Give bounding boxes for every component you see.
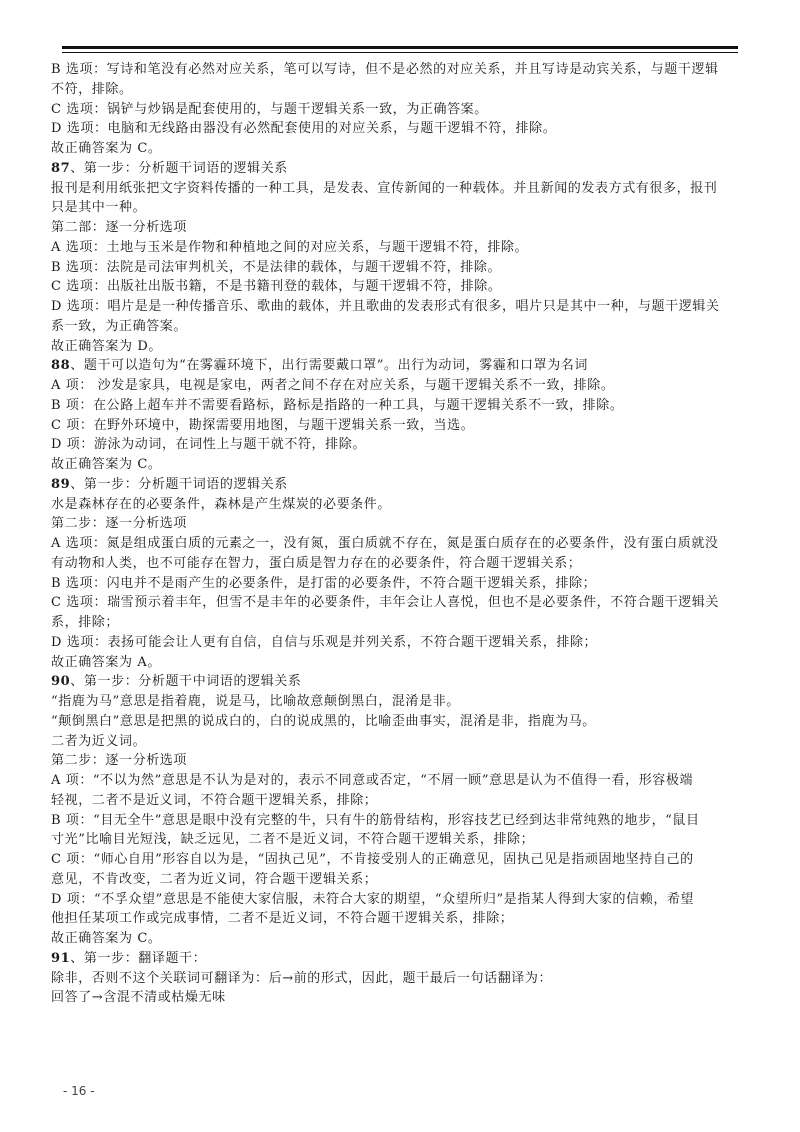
- header-rule-thick: [62, 46, 738, 49]
- line-text: 第二部：逐一分析选项: [51, 220, 188, 235]
- text-line: [51, 633, 756, 653]
- text-line: [51, 969, 756, 989]
- text-line: [51, 593, 756, 613]
- line-text: 系一致，为正确答案。: [51, 318, 188, 334]
- text-line: [51, 179, 756, 199]
- line-text: C 选项：出版社出版书籍，不是书籍刊登的载体，与题干逻辑不符，排除。: [51, 279, 502, 295]
- line-text: 回答了→含混不清或枯燥无味: [51, 990, 226, 1006]
- text-line: [51, 396, 756, 416]
- text-line: [51, 277, 756, 297]
- line-text: 系，排除；: [51, 615, 120, 630]
- line-text: C 项：“师心自用”形容自以为是，“固执己见”，不肯接受别人的正确意见，固执己见是指顽固地坚持自己的: [51, 852, 694, 867]
- question-number: 90: [51, 674, 71, 690]
- text-line: [51, 613, 756, 633]
- text-line: [51, 376, 756, 396]
- text-line: [51, 198, 756, 218]
- text-line: [51, 909, 756, 929]
- document-body: [51, 60, 756, 1008]
- page-number: - 16 -: [63, 1084, 95, 1098]
- text-line: [51, 692, 756, 712]
- line-text: 、题干可以造句为“在雾霾环境下，出行需要戴口罩”。出行为动词，雾霾和口罩为名词: [70, 358, 588, 374]
- text-line: [51, 791, 756, 811]
- line-text: 、第一步：分析题干词语的逻辑关系: [70, 476, 288, 492]
- line-text: 、第一步：分析题干词语的逻辑关系: [70, 160, 288, 176]
- text-line: [51, 653, 756, 673]
- line-text: 他担任某项工作或完成事情，二者不是近义词，不符合题干逻辑关系，排除；: [51, 911, 514, 927]
- text-line: [51, 100, 756, 120]
- line-text: B 选项：法院是司法审判机关，不是法律的载体，与题干逻辑不符，排除。: [51, 259, 502, 275]
- text-line: [51, 514, 756, 534]
- question-number: 91: [51, 950, 71, 966]
- line-text: 故正确答案为 C。: [51, 457, 162, 472]
- line-text: 故正确答案为 C。: [51, 141, 162, 156]
- text-line: [51, 416, 756, 436]
- line-text: C 项：在野外环境中，勘探需要用地图，与题干逻辑关系一致，当选。: [51, 417, 475, 433]
- line-text: B 项：在公路上超车并不需要看路标，路标是指路的一种工具，与题干逻辑关系不一致，排除。: [51, 397, 624, 413]
- line-text: A 项： 沙发是家具，电视是家电，两者之间不存在对应关系，与题干逻辑关系不一致，排除。: [51, 378, 615, 393]
- line-text: 有动物和人类，也不可能存在智力，蛋白质是智力存在的必要条件，符合题干逻辑关系；: [51, 555, 582, 571]
- line-text: 意见，不肯改变，二者为近义词，符合题干逻辑关系；: [51, 871, 378, 887]
- line-text: 寸光”比喻目光短浅，缺乏远见，二者不是近义词，不符合题干逻辑关系，排除；: [51, 832, 535, 848]
- line-text: 报刊是利用纸张把文字资料传播的一种工具，是发表、宣传新闻的一种载体。并且新闻的发表方式有很多，报刊: [51, 180, 718, 196]
- line-text: “指鹿为马”意思是指着鹿，说是马，比喻故意颠倒黑白，混淆是非。: [51, 694, 460, 709]
- line-text: 只是其中一种。: [51, 200, 147, 216]
- text-line: [51, 455, 756, 475]
- question-heading: [51, 475, 756, 495]
- line-text: A 选项：土地与玉米是作物和种植地之间的对应关系，与题干逻辑不符，排除。: [51, 239, 529, 255]
- text-line: [51, 850, 756, 870]
- line-text: “颠倒黑白”意思是把黑的说成白的，白的说成黑的，比喻歪曲事实，混淆是非，指鹿为马。: [51, 713, 596, 729]
- question-number: 89: [51, 476, 71, 492]
- text-line: [51, 534, 756, 554]
- text-line: [51, 988, 756, 1008]
- line-text: D 选项：电脑和无线路由器没有必然配套使用的对应关系，与题干逻辑不符，排除。: [51, 121, 557, 137]
- line-text: B 选项：写诗和笔没有必然对应关系，笔可以写诗，但不是必然的对应关系，并且写诗是动宾关系，与题干逻辑: [51, 62, 719, 77]
- text-line: [51, 218, 756, 238]
- line-text: D 选项：表扬可能会让人更有自信，自信与乐观是并列关系，不符合题干逻辑关系，排除；: [51, 634, 598, 650]
- text-line: [51, 554, 756, 574]
- question-heading: [51, 356, 756, 376]
- text-line: [51, 732, 756, 752]
- header-rule-thin: [62, 52, 738, 53]
- text-line: [51, 297, 756, 317]
- line-text: 第二步：逐一分析选项: [51, 516, 188, 532]
- question-heading: [51, 672, 756, 692]
- text-line: [51, 495, 756, 515]
- line-text: 故正确答案为 C。: [51, 931, 162, 946]
- line-text: 轻视，二者不是近义词，不符合题干逻辑关系，排除；: [51, 792, 378, 808]
- text-line: [51, 238, 756, 258]
- line-text: A 选项：氮是组成蛋白质的元素之一，没有氮，蛋白质就不存在，氮是蛋白质存在的必要条件，没有蛋白质就没: [51, 536, 719, 551]
- text-line: [51, 712, 756, 732]
- text-line: [51, 830, 756, 850]
- text-line: [51, 60, 756, 80]
- line-text: B 项：“目无全牛”意思是眼中没有完整的牛，只有牛的筋骨结构，形容技艺已经到达非常纯熟的地步，“鼠目: [51, 812, 700, 828]
- line-text: D 项：“不孚众望”意思是不能使大家信服，未符合大家的期望，“众望所归”是指某人得到大家的信赖，希望: [51, 891, 695, 907]
- text-line: [51, 751, 756, 771]
- line-text: C 选项：瑞雪预示着丰年，但雪不是丰年的必要条件，丰年会让人喜悦，但也不是必要条件，不符合题干逻辑关: [51, 595, 720, 611]
- line-text: A 项：“不以为然”意思是不认为是对的，表示不同意或否定，“不屑一顾”意思是认为不值得一看，形容极端: [51, 773, 694, 788]
- text-line: [51, 80, 756, 100]
- text-line: [51, 811, 756, 831]
- text-line: [51, 574, 756, 594]
- line-text: B 选项：闪电并不是雨产生的必要条件，是打雷的必要条件，不符合题干逻辑关系，排除；: [51, 575, 597, 591]
- text-line: [51, 119, 756, 139]
- line-text: 除非，否则不这个关联词可翻译为：后→前的形式，因此，题干最后一句话翻译为：: [51, 970, 553, 986]
- text-line: [51, 890, 756, 910]
- line-text: D 项：游泳为动词，在词性上与题干就不符，排除。: [51, 437, 366, 453]
- line-text: C 选项：锅铲与炒锅是配套使用的，与题干逻辑关系一致，为正确答案。: [51, 101, 488, 117]
- text-line: [51, 771, 756, 791]
- question-number: 88: [51, 358, 71, 374]
- text-line: [51, 870, 756, 890]
- text-line: [51, 258, 756, 278]
- line-text: 第二步：逐一分析选项: [51, 753, 188, 769]
- text-line: [51, 929, 756, 949]
- line-text: 、第一步：分析题干中词语的逻辑关系: [70, 674, 302, 690]
- text-line: [51, 435, 756, 455]
- line-text: D 选项：唱片是是一种传播音乐、歌曲的载体，并且歌曲的发表形式有很多，唱片只是其中一种，与题干逻辑关: [51, 299, 720, 314]
- line-text: 水是森林存在的必要条件，森林是产生煤炭的必要条件。: [51, 496, 392, 512]
- line-text: 故正确答案为 A。: [51, 654, 161, 670]
- question-heading: [51, 159, 756, 179]
- line-text: 不符，排除。: [51, 81, 133, 97]
- line-text: 、第一步：翻译题干：: [70, 950, 207, 966]
- line-text: 二者为近义词。: [51, 733, 147, 749]
- text-line: [51, 337, 756, 357]
- text-line: [51, 139, 756, 159]
- question-heading: [51, 949, 756, 969]
- text-line: [51, 317, 756, 337]
- line-text: 故正确答案为 D。: [51, 338, 162, 354]
- question-number: 87: [51, 160, 71, 176]
